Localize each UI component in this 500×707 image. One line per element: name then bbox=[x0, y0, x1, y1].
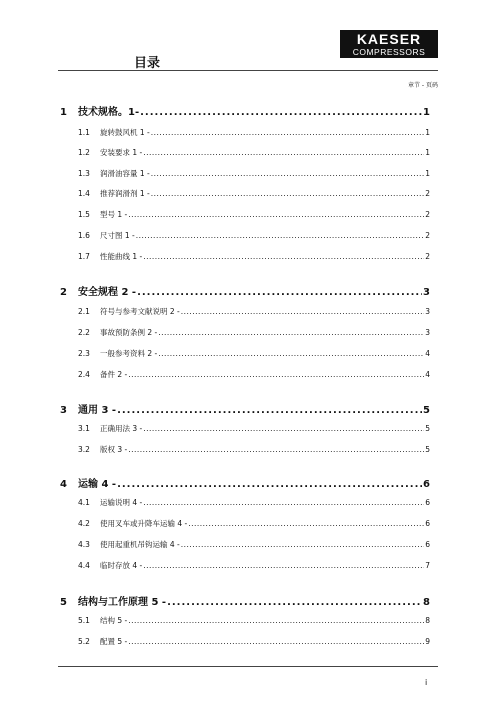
toc-chapter-entry[interactable] bbox=[60, 283, 430, 298]
toc-section-entry[interactable] bbox=[60, 539, 430, 550]
toc-entry-page: 2 bbox=[425, 210, 430, 219]
toc-entry-number: 2 bbox=[60, 287, 67, 298]
toc-entry-number: 3.1 bbox=[78, 424, 90, 433]
toc-entry-number: 2.4 bbox=[78, 370, 90, 379]
toc-leader-dots bbox=[128, 445, 424, 454]
toc-section-entry[interactable] bbox=[60, 230, 430, 241]
toc-leader-dots bbox=[137, 287, 422, 298]
toc-entry-number: 3 bbox=[60, 405, 67, 416]
toc-entry-title: 安全规程 2 - bbox=[78, 287, 137, 298]
toc-entry-title: 使用起重机吊钩运输 4 - bbox=[100, 540, 180, 549]
toc-entry-page: 9 bbox=[425, 637, 430, 646]
toc-entry-title: 事故预防条例 2 - bbox=[100, 328, 158, 337]
toc-chapter-entry[interactable] bbox=[60, 401, 430, 416]
toc-section-entry[interactable] bbox=[60, 615, 430, 626]
toc-entry-title: 运输说明 4 - bbox=[100, 498, 143, 507]
toc-entry-page: 8 bbox=[423, 597, 430, 608]
toc-section-entry[interactable] bbox=[60, 251, 430, 262]
toc-chapter-entry[interactable] bbox=[60, 103, 430, 118]
page-number: i bbox=[425, 678, 428, 687]
toc-leader-dots bbox=[128, 616, 424, 625]
toc-entry-title: 安装要求 1 - bbox=[100, 148, 143, 157]
toc-entry-page: 7 bbox=[425, 561, 430, 570]
toc-entry-page: 1 bbox=[425, 169, 430, 178]
toc-entry-title: 性能曲线 1 - bbox=[100, 252, 143, 261]
toc-entry-title: 旋转鼓风机 1 - bbox=[100, 128, 150, 137]
toc-entry-title: 一般参考资料 2 - bbox=[100, 349, 158, 358]
toc-entry-page: 5 bbox=[425, 424, 430, 433]
toc-leader-dots bbox=[128, 370, 424, 379]
toc-section-entry[interactable] bbox=[60, 209, 430, 220]
toc-entry-page: 1 bbox=[425, 148, 430, 157]
toc-section-entry[interactable] bbox=[60, 369, 430, 380]
toc-leader-dots bbox=[143, 424, 424, 433]
page-title: 目录 bbox=[134, 56, 161, 71]
toc-entry-page: 1 bbox=[425, 128, 430, 137]
toc-entry-number: 1.4 bbox=[78, 189, 90, 198]
toc-entry-title: 使用叉车或升降车运输 4 - bbox=[100, 519, 188, 528]
toc-entry-number: 1.3 bbox=[78, 169, 90, 178]
toc-leader-dots bbox=[128, 637, 424, 646]
toc-entry-title: 符号与参考文献说明 2 - bbox=[100, 307, 180, 316]
toc-chapter-entry[interactable] bbox=[60, 475, 430, 490]
toc-entry-number: 4.3 bbox=[78, 540, 90, 549]
toc-leader-dots bbox=[158, 349, 424, 358]
toc-leader-dots bbox=[128, 210, 424, 219]
toc-leader-dots bbox=[143, 498, 424, 507]
toc-entry-title: 结构与工作原理 5 - bbox=[78, 597, 167, 608]
toc-entry-number: 5 bbox=[60, 597, 67, 608]
toc-section-entry[interactable] bbox=[60, 444, 430, 455]
toc-entry-page: 3 bbox=[425, 328, 430, 337]
toc-chapter-entry[interactable] bbox=[60, 593, 430, 608]
toc-entry-number: 1.7 bbox=[78, 252, 90, 261]
toc-entry-title: 通用 3 - bbox=[78, 405, 117, 416]
toc-entry-number: 4.1 bbox=[78, 498, 90, 507]
toc-section-entry[interactable] bbox=[60, 423, 430, 434]
toc-entry-title: 版权 3 - bbox=[100, 445, 128, 454]
toc-entry-number: 1.5 bbox=[78, 210, 90, 219]
toc-entry-number: 2.1 bbox=[78, 307, 90, 316]
toc-leader-dots bbox=[140, 107, 422, 118]
footer-divider bbox=[58, 666, 438, 667]
toc-section-entry[interactable] bbox=[60, 147, 430, 158]
toc-entry-title: 型号 1 - bbox=[100, 210, 128, 219]
toc-section-entry[interactable] bbox=[60, 168, 430, 179]
toc-entry-number: 5.2 bbox=[78, 637, 90, 646]
toc-entry-page: 6 bbox=[425, 540, 430, 549]
toc-section-entry[interactable] bbox=[60, 518, 430, 529]
toc-entry-page: 2 bbox=[425, 231, 430, 240]
toc-entry-page: 4 bbox=[425, 349, 430, 358]
toc-entry-title: 配置 5 - bbox=[100, 637, 128, 646]
toc-leader-dots bbox=[158, 328, 424, 337]
toc-entry-title: 技术规格。1- bbox=[78, 107, 140, 118]
toc-leader-dots bbox=[143, 148, 424, 157]
toc-entry-title: 结构 5 - bbox=[100, 616, 128, 625]
toc-leader-dots bbox=[188, 519, 424, 528]
toc-leader-dots bbox=[181, 307, 424, 316]
toc-entry-title: 备件 2 - bbox=[100, 370, 128, 379]
toc-entry-number: 1.2 bbox=[78, 148, 90, 157]
logo-line1: KAESER bbox=[356, 31, 422, 47]
toc-entry-number: 1.6 bbox=[78, 231, 90, 240]
toc-entry-title: 正确用法 3 - bbox=[100, 424, 143, 433]
logo-line2: COMPRESSORS bbox=[352, 47, 426, 57]
toc-entry-page: 3 bbox=[425, 307, 430, 316]
toc-section-entry[interactable] bbox=[60, 127, 430, 138]
toc-entry-number: 4 bbox=[60, 479, 67, 490]
toc-leader-dots bbox=[151, 128, 424, 137]
toc-section-entry[interactable] bbox=[60, 636, 430, 647]
toc-entry-page: 2 bbox=[425, 189, 430, 198]
toc-section-entry[interactable] bbox=[60, 497, 430, 508]
header-divider bbox=[58, 70, 438, 71]
toc-leader-dots bbox=[143, 561, 424, 570]
toc-entry-page: 8 bbox=[425, 616, 430, 625]
toc-leader-dots bbox=[143, 252, 424, 261]
toc-entry-title: 临时存放 4 - bbox=[100, 561, 143, 570]
toc-entry-page: 2 bbox=[425, 252, 430, 261]
toc-entry-number: 1.1 bbox=[78, 128, 90, 137]
toc-entry-page: 6 bbox=[425, 498, 430, 507]
toc-entry-number: 1 bbox=[60, 107, 67, 118]
toc-entry-number: 4.2 bbox=[78, 519, 90, 528]
toc-entry-title: 润滑油容量 1 - bbox=[100, 169, 150, 178]
toc-entry-page: 3 bbox=[423, 287, 430, 298]
toc-entry-number: 5.1 bbox=[78, 616, 90, 625]
toc-entry-number: 4.4 bbox=[78, 561, 90, 570]
toc-entry-page: 5 bbox=[425, 445, 430, 454]
toc-entry-page: 1 bbox=[423, 107, 430, 118]
toc-section-entry[interactable] bbox=[60, 306, 430, 317]
section-page-label: 章节 - 页码 bbox=[408, 82, 438, 89]
toc-entry-title: 推荐润滑剂 1 - bbox=[100, 189, 150, 198]
toc-entry-page: 6 bbox=[425, 519, 430, 528]
toc-entry-number: 3.2 bbox=[78, 445, 90, 454]
toc-entry-page: 6 bbox=[423, 479, 430, 490]
toc-entry-page: 5 bbox=[423, 405, 430, 416]
toc-leader-dots bbox=[151, 189, 424, 198]
toc-section-entry[interactable] bbox=[60, 188, 430, 199]
toc-entry-number: 2.3 bbox=[78, 349, 90, 358]
toc-leader-dots bbox=[151, 169, 424, 178]
toc-entry-page: 4 bbox=[425, 370, 430, 379]
toc-entry-title: 尺寸图 1 - bbox=[100, 231, 135, 240]
toc-entry-title: 运输 4 - bbox=[78, 479, 117, 490]
toc-leader-dots bbox=[167, 597, 422, 608]
toc-entry-number: 2.2 bbox=[78, 328, 90, 337]
toc-leader-dots bbox=[181, 540, 424, 549]
toc-leader-dots bbox=[136, 231, 424, 240]
toc-section-entry[interactable] bbox=[60, 348, 430, 359]
toc-leader-dots bbox=[117, 479, 422, 490]
toc-leader-dots bbox=[117, 405, 422, 416]
toc-section-entry[interactable] bbox=[60, 327, 430, 338]
toc-section-entry[interactable] bbox=[60, 560, 430, 571]
kaeser-logo bbox=[340, 30, 438, 58]
